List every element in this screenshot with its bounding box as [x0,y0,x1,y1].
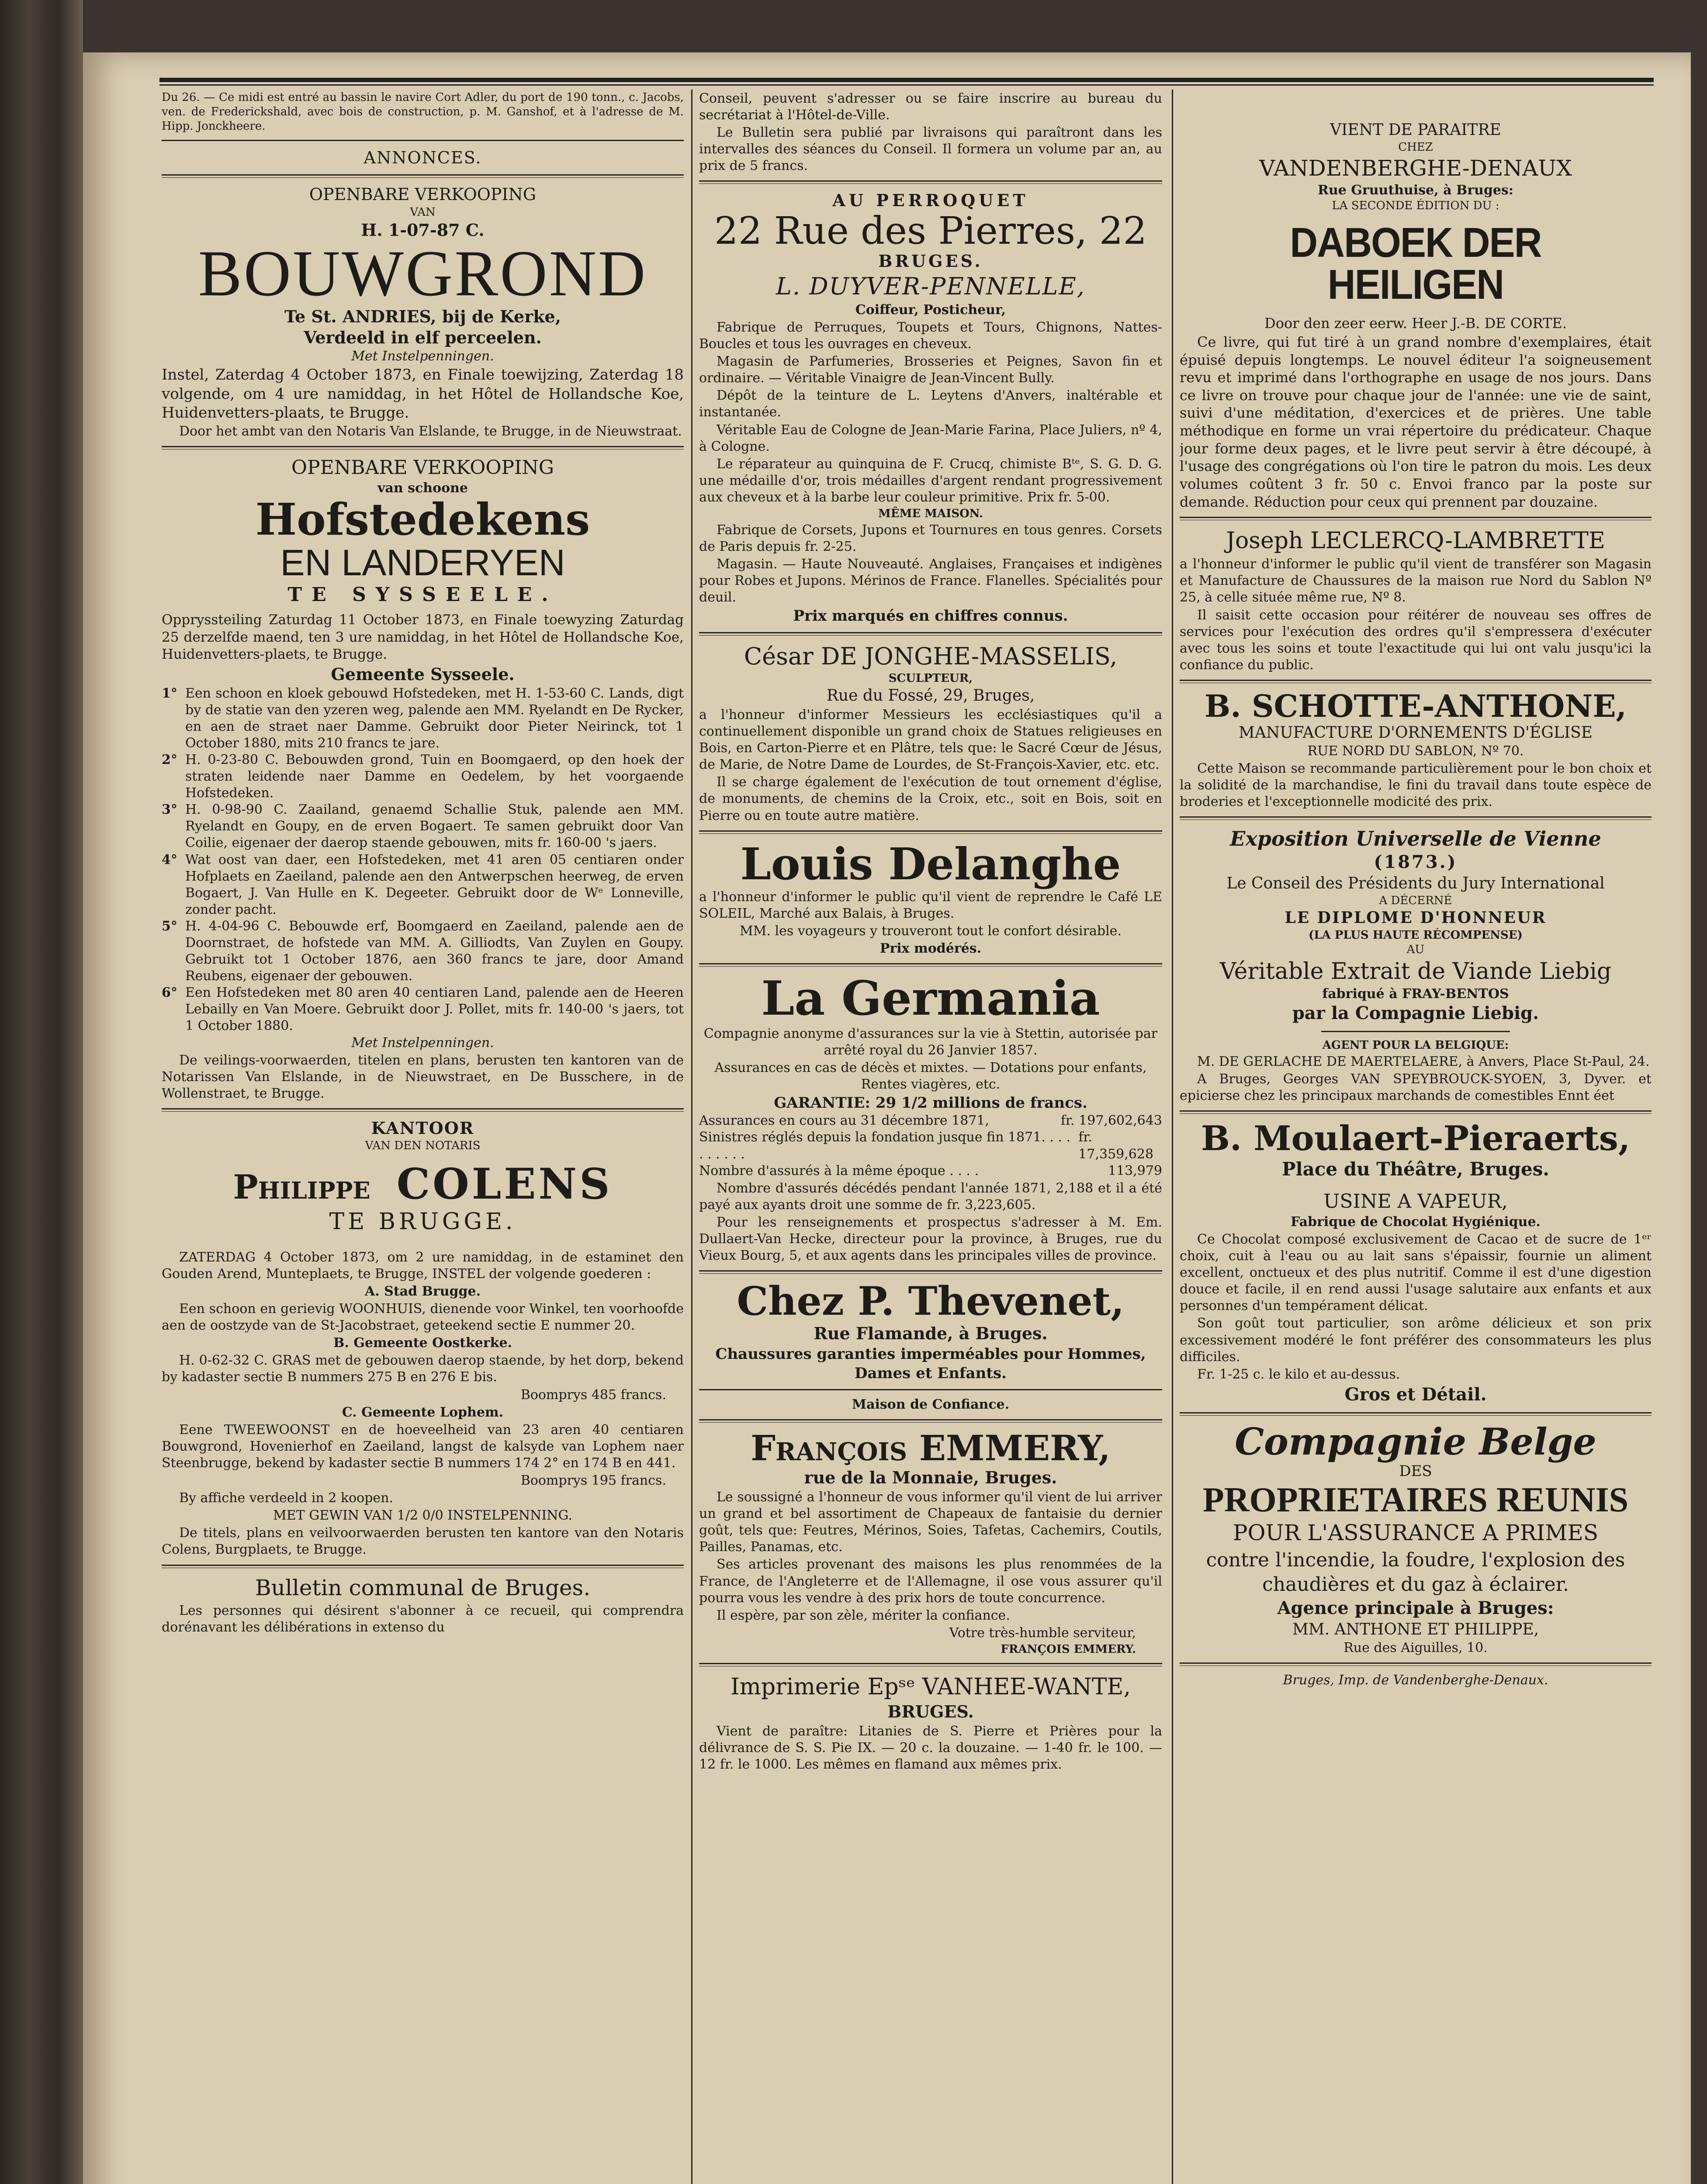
ad-address: Rue du Fossé, 29, Bruges, [826,687,1035,705]
divider [162,140,684,141]
ad-agent: AGENT POUR LA BELGIQUE: [1322,1038,1509,1052]
stats-value: 113,979 [1108,1163,1162,1178]
ad-compagnie [1180,1422,1652,1656]
bulletin-title: Bulletin communal de Bruges. [255,1575,591,1600]
divider [162,446,684,449]
ad-instel: Met Instelpenningen. [351,349,494,364]
ad-prix: Prix marqués en chiffres connus. [793,607,1068,625]
ad-edition: LA SECONDE ÉDITION DU : [1332,199,1499,213]
ad-chez: CHEZ [1398,140,1433,154]
ad-title: OPENBARE VERKOOPING [291,456,554,479]
divider [1180,816,1652,820]
ad-moulaert [1180,1120,1652,1406]
notary-first-name: Philippe [233,1168,370,1207]
ad-confiance: Maison de Confiance. [852,1396,1010,1412]
column-3 [1180,90,1652,2184]
ad-van: VAN DEN NOTARIS [365,1139,481,1153]
ad-p2: Il saisit cette occasion pour réitérer de nouveau ses offres de services pour l'exécution des ordres qu'il s'empressera d'exécuter avec tous les soins et toute l'exactitude qui lui ont valu jusqu'ici la confiance du public. [1180,607,1652,673]
ad-p2: Son goût tout particulier, son arôme délicieux et son prix excessivement modéré le font préférer des consommateurs les plus difficiles. [1180,1316,1652,1365]
ad-intro: ZATERDAG 4 October 1873, om 2 ure namiddag, in de estaminet den Gouden Arend, Munteplaets, te Brugge, INSTEL der volgende goederen : [162,1249,684,1282]
lot-number: 4° [162,852,177,867]
ad-p1: Ce Chocolat composé exclusivement de Cacao et de sucre de 1ᵉʳ choix, cuit à l'eau ou au lait sans s'épaissir, fournie un aliment excellent, onctueux et des plus nutritif. Comme il est d'une digestion douce et facile, il en rend aussi l'usage salutaire aux enfants et aux personnes d'un tempérament délicat. [1180,1232,1652,1314]
ad-headline-2: EN LANDERYEN [280,542,565,583]
ad-place: Te St. ANDRIES, bij de Kerke, [284,306,561,326]
section-c-heading: C. Gemeente Lophem. [342,1404,504,1420]
ad-meme: MÊME MAISON. [878,507,983,520]
ad-address: 22 Rue des Pierres, 22 [714,209,1147,253]
ad-p3: Nombre d'assurés décédés pendant l'année 1871, 2,188 et il a été payé aux ayants droit une somme de fr. 3,223,605. [699,1180,1162,1213]
ad-p1: a l'honneur d'informer Messieurs les ecclésiastiques qu'il a continuellement disponible un grand choix de Statues religieuses en Bois, en Carton-Pierre et en Plâtre, tels que: le Sacré Cœur de Jésus, de Marie, de Notre Dame de Lourdes, de St-François-Xavier, etc. etc. [699,707,1162,773]
stats-row [699,1113,1162,1129]
ad-kantoor: KANTOOR [371,1118,474,1138]
lot-text: Wat oost van daer, een Hofstedeken, met 41 aren 05 centiaren onder Hofplaets en Zaeiland, palende aen den Antwerpschen heerweg, de erven Bogaert, J. Van Hulle en K. Degeeter. Gebruikt door de Wᵉ Lonneville, zonder pacht. [185,852,684,917]
ad-plus: (LA PLUS HAUTE RÉCOMPENSE) [1309,928,1523,942]
announcements-heading: ANNONCES. [364,148,482,168]
ad-gros: Gros et Détail. [1344,1384,1487,1405]
ad-p1: Cette Maison se recommande particulièrement pour le bon choix et la solidité de la marchandise, le fini du travail dans toute espèce de broderies et l'exceptionnelle modicité des prix. [1180,760,1652,809]
ad-p1: Fabrique de Perruques, Toupets et Tours, Chignons, Nattes-Boucles et tous les ouvrages en cheveux. [699,319,1162,352]
ad-city: BRUGES. [887,1701,974,1721]
ad-titles: De titels, plans en veilvoorwaerden berusten ten kantore van den Notaris Colens, Burgplaets, te Brugge. [162,1525,684,1558]
ad-delanghe [699,840,1162,957]
ad-p1: Compagnie anonyme d'assurances sur la vie à Stettin, autorisée par arrêté royal du 26 Janvier 1857. [703,1026,1158,1058]
ad-au: AU [1406,943,1425,956]
lot-number: 5° [162,918,177,934]
ad-city: BRUGES. [878,251,983,271]
ad-name: François EMMERY, [751,1427,1111,1469]
ad-name: César DE JONGHE-MASSELIS, [744,642,1118,670]
ad-sign1: Votre très-humble serviteur, [949,1625,1136,1641]
lot-text: Een Hofstedeken met 80 aren 40 centiaren Land, palende aen de Heeren Lebailly en Van Moere. Gebruikt door J. Pollet, mits fr. 140-00 's jaers, tot 1 October 1880. [185,985,684,1034]
ad-p2: Magasin de Parfumeries, Brosseries et Peignes, Savon fin et ordinaire. — Véritable Vinaigre de Jean-Vincent Bully. [699,354,1162,386]
ad-street: Rue Gruuthuise, à Bruges: [1318,183,1513,198]
ad-notary: Door het ambt van den Notaris Van Elslande, te Brugge, in de Nieuwstraat. [179,423,682,439]
divider [699,963,1162,967]
ad-address: rue de la Monnaie, Bruges. [804,1467,1057,1487]
divider [1180,680,1652,683]
ad-garantie: GARANTIE: 29 1/2 millions de francs. [774,1094,1087,1112]
ad-par: par la Compagnie Liebig. [1292,1002,1539,1023]
ad-author: Door den zeer eerw. Heer J.-B. DE CORTE. [1264,315,1567,332]
ad-name: VANDENBERGHE-DENAUX [1259,155,1572,181]
ad-parcels: Verdeeld in elf perceelen. [304,328,542,348]
ad-thevenet [699,1280,1162,1413]
ad-vanhee [699,1673,1162,1773]
divider [699,1419,1162,1423]
section-a-heading: A. Stad Brugge. [364,1284,481,1299]
ad-p1: M. DE GERLACHE DE MAERTELAERE, à Anvers, Place St-Paul, 24. [1197,1054,1650,1069]
ad-trade: MANUFACTURE D'ORNEMENTS D'ÉGLISE [1238,723,1593,742]
divider [1321,1031,1510,1032]
lot-number: 6° [162,985,177,1001]
ad-name: Joseph LECLERCQ-LAMBRETTE [1226,528,1605,554]
section-b-text: H. 0-62-32 C. GRAS met de gebouwen daerop staende, by het dorp, bekend by kadaster sectie B nummers 275 B en 276 E bis. [162,1353,684,1385]
ad-title: DABOEK DER HEILIGEN [1290,219,1541,308]
ad-name: La Germania [761,971,1100,1026]
ad-instel: Met Instelpenningen. [351,1035,494,1051]
stats-label: Sinistres réglés depuis la fondation jusque fin 1871. . . . . . . . . . [699,1130,1071,1162]
section-c-price: Boomprys 195 francs. [520,1473,666,1489]
ad-p4: Pour les renseignements et prospectus s'adresser à M. Em. Dullaert-Van Hecke, directeur pour la province, à Bruges, rue du Vieux Bourg, 5, et aux agents dans les principales villes de province. [699,1214,1162,1264]
divider [699,180,1162,184]
ad-p2: Ses articles provenant des maisons les plus renommées de la France, de l'Angleterre et de l'Allemagne, il ose vous assurer qu'il pourra vous les vendre à des prix hors de toute concurrence. [699,1557,1162,1606]
divider [1180,1412,1652,1416]
printer-imprint: Bruges, Imp. de Vandenberghe-Denaux. [1283,1673,1548,1688]
ad-address: Rue des Aiguilles, 10. [1343,1640,1488,1655]
top-rule [159,78,1654,82]
ad-conditions: De veilings-voorwaerden, titelen en plans, berusten ten kantoren van de Notarissen Van Elslande, in de Nieuwstraet, en De Busschere, in de Wollenstraet, te Brugge. [162,1052,684,1101]
ad-van: VAN [410,205,436,219]
ad-place: TE BRUGGE. [329,1208,516,1235]
top-rule-thin [159,84,1654,86]
bulletin-text: Les personnes qui désirent s'abonner à ce recueil, qui comprendra dorénavant les délibérations in extenso du [162,1603,684,1635]
ad-usine: USINE A VAPEUR, [1323,1190,1508,1213]
ad-sub: van schoone [377,480,468,496]
ad-p1: a l'honneur d'informer le public qu'il vient de transférer son Magasin et Manufacture de Chaussures de la maison rue Nord du Sablon Nº 25, à celle située même rue, Nº 8. [1180,556,1652,605]
lot-text: H. 4-04-96 C. Bebouwde erf, Boomgaerd en Zaeiland, palende aen de Doornstraet, de hofstede van MM. A. Gilliodts, Van Zuylen en Goupy. Gebruikt tot 1 October 1876, aen 360 francs te jare, door Amand Reubens, eigenaer der gebouwen. [185,918,684,984]
ad-germania [699,973,1162,1264]
ad-conseil: Le Conseil des Présidents du Jury International [1226,874,1605,893]
ad-name: Imprimerie Epˢᵉ VANHEE-WANTE, [730,1673,1131,1700]
ad-p1: Chaussures garanties imperméables pour Hommes, Dames et Enfants. [715,1345,1146,1382]
stats-value: fr. 197,602,643 [1060,1113,1162,1129]
lot-list [162,685,684,1035]
lot-number: 1° [162,685,177,701]
column-2 [699,90,1162,2184]
ad-bouwgrond [162,184,684,440]
ad-headline: Hofstedekens [255,493,590,545]
divider [162,1565,684,1568]
ad-place: TE SYSSEELE. [287,584,558,606]
ad-name: Chez P. Thevenet, [737,1278,1125,1325]
ad-p1: Ce livre, qui fut tiré à un grand nombre d'exemplaires, était épuisé depuis longtemps. Le nouvel éditeur l'a soigneusement revu et imprimé dans l'orthographe en usage de nos jours. Dans ce livre on trouve pour chaque jour de l'année: une vie de saint, suivi d'une méditation, d'exercices et de prières. Une table méthodique en forme un vrai répertoire du prédicateur. Chaque jour forme deux pages, et le livre peut servir à être découpé, à l'usage des congrégations où l'on tire le patron du mois. Les deux volumes coûtent 3 fr. 50 c. Envoi franco par la poste sur demande. Réduction pour ceux qui prennent par douzaine. [1180,333,1652,510]
book-binding [0,0,83,2184]
ad-name: B. SCHOTTE-ANTHONE, [1205,688,1627,724]
ad-p3: Fr. 1-25 c. le kilo et au-dessus. [1197,1366,1400,1382]
lot-number: 3° [162,802,177,818]
ad-prix: Prix modérés. [879,940,982,956]
ad-diplome: LE DIPLOME D'HONNEUR [1285,908,1547,927]
stats-row [699,1163,1162,1179]
ad-fabrique: Fabrique de Chocolat Hygiénique. [1291,1214,1541,1230]
ad-title: AU PERROQUET [832,190,1029,211]
ad-colens [162,1118,684,1559]
ad-address: Place du Théâtre, Bruges. [1282,1158,1549,1180]
divider [699,1389,1162,1390]
shipping-notice: Du 26. — Ce midi est entré au bassin le navire Cort Adler, du port de 190 tonn., c. Jacobs, ven. de Frederickshald, avec bois de construction, p. M. Ganshof, et à l'adresse de M. Hipp. Jonckheere. [162,91,684,133]
divider [699,830,1162,834]
ad-p6: Fabrique de Corsets, Jupons et Tournures en tous genres. Corsets de Paris depuis fr. 2-25. [699,522,1162,555]
ad-sign2: FRANÇOIS EMMERY. [1001,1642,1136,1656]
ad-p4: Véritable Eau de Cologne de Jean-Marie Farina, Place Juliers, nº 4, à Cologne. [699,422,1162,454]
lot-text: H. 0-23-80 C. Bebouwden grond, Tuin en Boomgaerd, op den hoek der straten leidende naer Damme en Oedelem, by het voorgaende Hofstedeken. [185,752,684,801]
ad-pour: POUR L'ASSURANCE A PRIMES [1233,1520,1599,1546]
section-c-text: Eene TWEEWOONST en de hoeveelheid van 23 aren 40 centiaren Bouwgrond, Hovenierhof en Zaeiland, langst de kalsyde van Lophem naer Steenbrugge, bekend by kadaster sectie B nummers 174 2° en 174 B en 441. [162,1422,684,1471]
ad-decerne: A DÉCERNÉ [1379,894,1452,907]
ad-vienne [1180,826,1652,1104]
divider [699,1663,1162,1666]
ad-schotte [1180,689,1652,810]
ad-p7: Magasin. — Haute Nouveauté. Anglaises, Françaises et indigènes pour Robes et Jupons. Mérinos de France. Flanelles. Spécialités pour deuil. [699,556,1162,605]
ad-gewin: MET GEWIN VAN 1/2 0/0 INSTELPENNING. [273,1508,572,1524]
ad-p2: A Bruges, Georges VAN SPEYBROUCK-SYOEN, 3, Dyver. et epicierse chez les principaux marchands de comestibles Ennt éet [1180,1071,1652,1103]
ad-address: Rue Flamande, à Bruges. [814,1324,1048,1344]
ad-p1: Vient de paraître: Litanies de S. Pierre et Prières pour la délivrance de S. S. Pie IX. — 20 c. la douzaine. — 1-40 fr. le 100. — 12 fr. le 1000. Les mêmes en flamand aux mêmes prix. [699,1724,1162,1773]
ad-hofstedekens [162,456,684,1102]
stats-label: Nombre d'assurés à la même époque . . . . [699,1163,979,1178]
ad-trade: SCULPTEUR, [888,672,973,685]
ad-p1: contre l'incendie, la foudre, l'explosion des chaudières et du gaz à éclairer. [1206,1548,1625,1596]
ad-p2: MM. les voyageurs y trouveront tout le confort désirable. [740,923,1122,939]
ad-trade: Coiffeur, Posticheur, [855,302,1006,318]
ad-name: PROPRIETAIRES REUNIS [1202,1481,1629,1520]
lot-number: 2° [162,752,177,767]
stats-value: fr. 17,359,628 [1078,1130,1154,1162]
ad-p2: Assurances en cas de décès et mixtes. — Dotations pour enfants, Rentes viagères, etc. [714,1060,1147,1092]
ad-title: Compagnie Belge [1235,1420,1596,1463]
ad-affiche: By affiche verdeeld in 2 koopen. [179,1490,394,1506]
lot-text: Een schoon en kloek gebouwd Hofstedeken, met H. 1-53-60 C. Lands, digt by de statie van den yzeren weg, palende aen MM. Ryelandt en De Rycker, en aen de straet naer Damme. Gebruikt door Pieter Neirinck, tot 1 October 1880, mits 210 francs te jare. [185,685,684,751]
ad-emmery [699,1429,1162,1657]
stats-label: Assurances en cours au 31 décembre 1871, [699,1113,990,1129]
ad-p3: Dépôt de la teinture de L. Leytens d'Anvers, inaltérable et instantanée. [699,388,1162,420]
ad-headline: BOUWGROND [198,237,647,310]
stats-row [699,1129,1162,1162]
divider [1180,1662,1652,1666]
ad-title: OPENBARE VERKOOPING [309,185,537,204]
divider [699,632,1162,636]
lot-text: H. 0-98-90 C. Zaailand, genaemd Schallie Stuk, palende aen MM. Ryelandt en Goupy, en de erven Bogaert. Te samen gebruikt door Van Coilie, eigenaer der daerop staende gebouwen, mits fr. 160-00 's jaers. [185,802,684,851]
ad-fabrique: fabriqué à FRAY-BENTOS [1322,986,1509,1002]
ad-des: DES [1399,1462,1432,1480]
ad-perroquet [699,190,1162,625]
ad-p2: Il se charge également de l'exécution de tout ornement d'église, de monuments, de chemins de la Croix, etc., soit en Bois, soit en Pierre ou en toute autre matière. [699,774,1162,823]
ad-de-jonghe [699,642,1162,824]
ad-year: (1873.) [1374,852,1458,873]
column-separator [691,90,692,2184]
ad-extrait: Véritable Extrait de Viande Liebig [1219,958,1612,985]
ad-agence: Agence principale à Bruges: [1277,1598,1554,1619]
ad-leclercq [1180,526,1652,674]
divider [162,174,684,178]
ad-address: RUE NORD DU SABLON, Nº 70. [1307,743,1524,759]
divider [1180,517,1652,520]
ad-area: H. 1-07-87 C. [361,220,485,240]
divider [1180,1110,1652,1114]
ad-intro: Oppryssteiling Zaturdag 11 October 1873, en Finale toewyzing Zaturdag 25 derzelfde maend, ten 3 ure namiddag, in het Hôtel de Hollandsche Koe, Huidenvetters-plaets, te Brugge. [162,612,684,662]
column-1 [162,90,684,2184]
ad-p5: Le réparateur au quinquina de F. Crucq, chimiste Bᵗᵉ, S. G. D. G. une médaille d'or, trois médailles d'argent rendant progressivement aux cheveux et à la barbe leur couleur primitive. Prix fr. 5-00. [699,456,1162,505]
ad-gemeente: Gemeente Sysseele. [331,664,515,684]
section-a-text: Een schoon en gerievig WOONHUIS, dienende voor Winkel, ten voorhoofde aen de oostzyde van de St-Jacobstraet, geteekend sectie E nummer 20. [162,1301,684,1334]
ad-agents: MM. ANTHONE ET PHILIPPE, [1292,1621,1539,1639]
ad-p1: a l'honneur d'informer le public qu'il vient de reprendre le Café LE SOLEIL, Marché aux Balais, à Bruges. [699,889,1162,921]
bulletin-continued-2: Le Bulletin sera publié par livraisons qui paraîtront dans les intervalles des séances du Conseil. Il formera un volume par an, au prix de 5 francs. [699,125,1162,174]
ad-title: Exposition Universelle de Vienne [1230,827,1601,850]
ad-name: Louis Delanghe [740,838,1121,890]
ad-name: B. Moulaert-Pieraerts, [1201,1118,1630,1158]
ad-p3: Il espère, par son zèle, mériter la confiance. [717,1607,1010,1623]
ad-name: L. DUYVER-PENNELLE, [776,273,1085,301]
section-b-heading: B. Gemeente Oostkerke. [333,1335,512,1351]
divider [699,1270,1162,1274]
ad-daboek [1180,120,1652,511]
ad-vient: VIENT DE PARAITRE [1330,121,1501,139]
ad-body: Instel, Zaterdag 4 October 1873, en Finale toewijzing, Zaterdag 18 volgende, om 4 ure namiddag, in het Hôtel de Hollandsche Koe, Huidenvetters-plaats, te Brugge. [162,366,684,422]
bulletin-continued: Conseil, peuvent s'adresser ou se faire inscrire au bureau du secrétariat à l'Hôtel-de-Ville. [699,91,1162,123]
section-b-price: Boomprys 485 francs. [520,1387,666,1403]
notary-surname: COLENS [396,1159,613,1209]
divider [162,1108,684,1112]
column-separator [1172,90,1173,2184]
ad-p1: Le soussigné a l'honneur de vous informer qu'il vient de lui arriver un grand et bel assortiment de Chapeaux de fantaisie du dernier goût, tels que: Feutres, Mérinos, Soies, Tafetas, Cachemirs, Coutils, Pailles, Panamas, etc. [699,1489,1162,1555]
